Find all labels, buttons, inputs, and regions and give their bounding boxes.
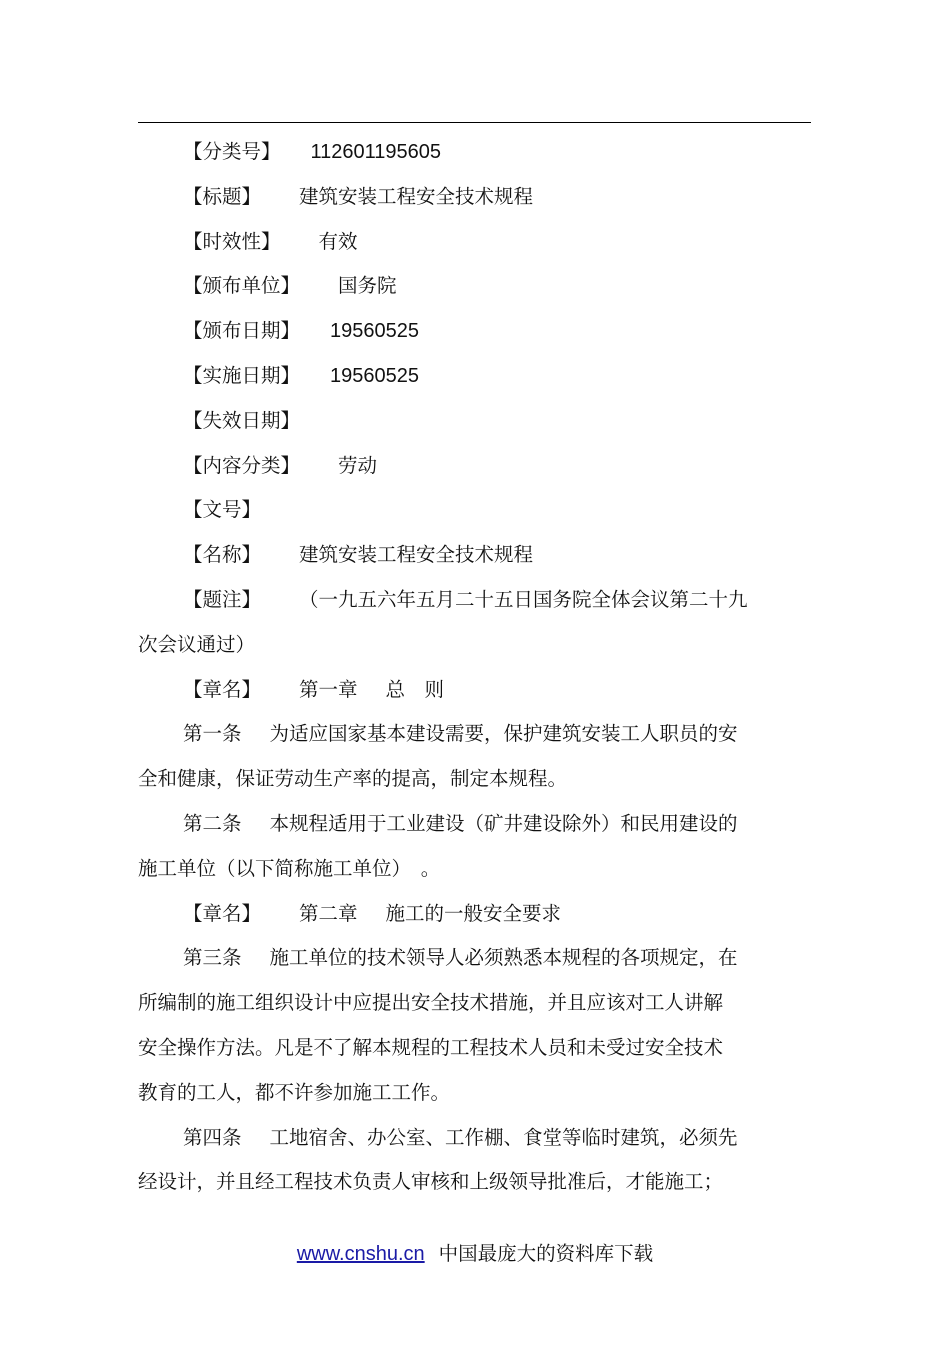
article-3-continued: 安全操作方法。凡是不了解本规程的工程技术人员和未受过安全技术 <box>138 1035 724 1059</box>
meta-note: 【题注】 （一九五六年五月二十五日国务院全体会议第二十九 <box>183 587 748 611</box>
meta-note-continued: 次会议通过） <box>138 632 256 656</box>
footer-tagline: 中国最庞大的资料库下载 <box>438 1242 654 1265</box>
header-rule <box>138 122 811 123</box>
article-3-continued: 教育的工人，都不许参加施工工作。 <box>138 1080 451 1104</box>
article-2-continued: 施工单位（以下简称施工单位） 。 <box>138 856 441 880</box>
article-1: 第一条 为适应国家基本建设需要，保护建筑安装工人职员的安 <box>183 722 738 746</box>
article-4-continued: 经设计，并且经工程技术负责人审核和上级领导批准后，才能施工； <box>138 1170 724 1194</box>
chapter-heading: 【章名】 第一章 总 则 <box>183 677 445 701</box>
footer-site-link[interactable]: www.cnshu.cn <box>296 1243 425 1265</box>
article-4: 第四条 工地宿舍、办公室、工作棚、食堂等临时建筑，必须先 <box>183 1125 738 1149</box>
document-body <box>138 130 778 1205</box>
meta-content-category: 【内容分类】 劳动 <box>183 453 378 477</box>
meta-title: 【标题】 建筑安装工程安全技术规程 <box>183 184 534 208</box>
meta-issue-date: 【颁布日期】 19560525 <box>183 319 419 343</box>
meta-doc-no: 【文号】 <box>183 498 262 522</box>
article-3-continued: 所编制的施工组织设计中应提出安全技术措施，并且应该对工人讲解 <box>138 991 724 1015</box>
meta-category-no: 【分类号】 112601195605 <box>183 140 442 163</box>
meta-validity: 【时效性】 有效 <box>183 229 358 253</box>
article-1-continued: 全和健康，保证劳动生产率的提高，制定本规程。 <box>138 767 568 791</box>
article-3: 第三条 施工单位的技术领导人必须熟悉本规程的各项规定，在 <box>183 946 738 970</box>
page-footer <box>0 1238 950 1270</box>
meta-name: 【名称】 建筑安装工程安全技术规程 <box>183 543 534 567</box>
chapter-heading: 【章名】 第二章 施工的一般安全要求 <box>183 901 562 925</box>
meta-expiry-date: 【失效日期】 <box>183 408 301 432</box>
meta-effective-date: 【实施日期】 19560525 <box>183 363 419 387</box>
meta-issuer: 【颁布单位】 国务院 <box>183 274 397 298</box>
article-2: 第二条 本规程适用于工业建设（矿井建设除外）和民用建设的 <box>183 811 738 835</box>
